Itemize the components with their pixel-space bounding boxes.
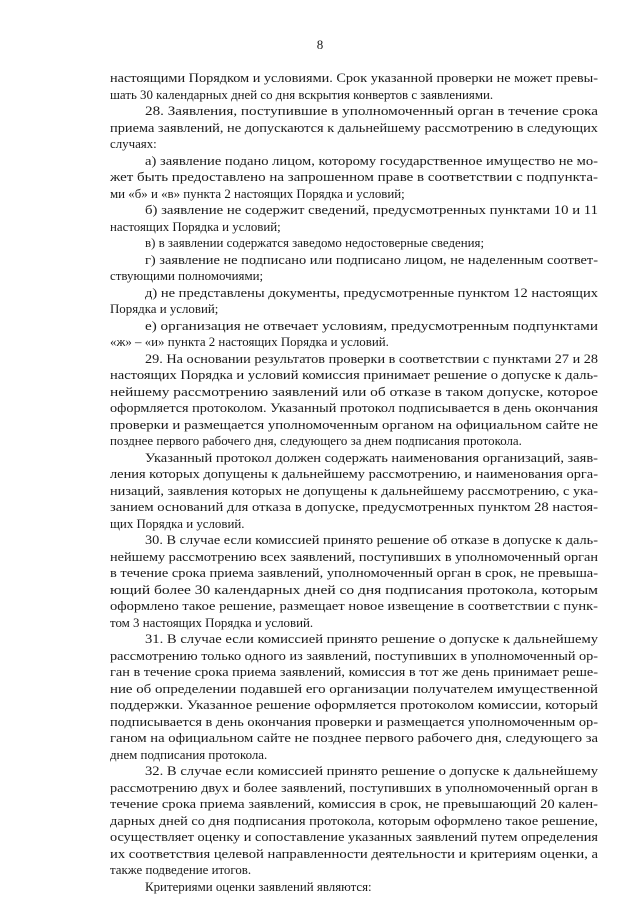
- text-line: 32. В случае если комиссией принято решение о допуске к дальнейшему: [145, 764, 598, 778]
- text-line: щих Порядка и условий.: [110, 516, 245, 531]
- text-line: 30. В случае если комиссией принято решение об отказе в допуске к даль-: [145, 533, 598, 547]
- text-line: а) заявление подано лицом, которому государственное имущество не мо-: [145, 153, 598, 168]
- text-line: жет быть предоставлено на запрошенном праве в соответствии с подпункта-: [110, 170, 598, 184]
- text-line: случаях:: [110, 137, 157, 151]
- text-line: настоящих Порядка и условий;: [110, 219, 281, 234]
- text-line: ющий более 30 календарных дней со дня подписания протокола, которым: [110, 582, 598, 597]
- text-line: оформляется протоколом. Указанный протокол подписывается в день окончания: [110, 401, 598, 415]
- text-line: нейшему рассмотрению заявлений или об отказе в таком допуске, которое: [110, 384, 598, 399]
- text-line: позднее первого рабочего дня, следующего за днем подписания протокола.: [110, 434, 522, 448]
- text-line: рассмотрению двух и более заявлений, поступивших в уполномоченный орган в: [110, 780, 598, 795]
- text-line: дарных дней со дня подписания протокола, которым оформлено такое решение,: [110, 813, 598, 828]
- text-line: г) заявление не подписано или подписано лицом, не наделенным соответ-: [145, 252, 598, 267]
- text-line: их соответствия целевой направленности деятельности и критериям оценки, а: [110, 846, 598, 861]
- text-line: настоящих Порядка и условий комиссия принимает решение о допуске к даль-: [110, 368, 598, 382]
- text-line: ган в течение срока приема заявлений, комиссия в тот же день принимает реше-: [110, 665, 598, 679]
- text-line: оформлено такое решение, размещает новое извещение в соответствии с пунк-: [110, 599, 598, 613]
- text-line: ления которых допущены к дальнейшему рассмотрению, и наименования орга-: [110, 467, 598, 481]
- text-line: Критериями оценки заявлений являются:: [145, 879, 372, 894]
- text-line: б) заявление не содержит сведений, предусмотренных пунктами 10 и 11: [145, 203, 598, 217]
- text-line: поддержки. Указанное решение оформляется протоколом комиссии, который: [110, 698, 598, 712]
- text-line: в) в заявлении содержатся заведомо недостоверные сведения;: [145, 236, 485, 250]
- text-line: рассмотрению только одного из заявлений, поступивших в уполномоченный ор-: [110, 648, 598, 663]
- page-number: 8: [316, 37, 324, 52]
- text-line: настоящими Порядком и условиями. Срок указанной проверки не может превы-: [110, 71, 598, 85]
- text-line: подписывается в день окончания проверки и размещается уполномоченным ор-: [110, 714, 598, 729]
- text-line: Указанный протокол должен содержать наименования организаций, заяв-: [145, 450, 598, 465]
- text-line: проверки и размещается уполномоченным органом на официальном сайте не: [110, 417, 598, 432]
- text-line: занием оснований для отказа в допуске, предусмотренных пунктом 28 настоя-: [110, 500, 598, 514]
- text-line: Порядка и условий;: [110, 302, 219, 316]
- text-line: «ж» – «и» пункта 2 настоящих Порядка и условий.: [110, 335, 389, 349]
- text-line: в течение срока приема заявлений, уполномоченный орган в срок, не превыша-: [110, 566, 598, 580]
- text-line: низаций, заявления которых не допущены к дальнейшему рассмотрению, с ука-: [110, 483, 598, 498]
- text-line: приема заявлений, не допускаются к дальнейшему рассмотрению в следующих: [110, 120, 598, 135]
- text-line: ние об определении подавшей его организации получателем имущественной: [110, 681, 598, 696]
- text-line: также подведение итогов.: [110, 863, 252, 877]
- text-line: 29. На основании результатов проверки в соответствии с пунктами 27 и 28: [145, 351, 598, 366]
- text-line: шать 30 календарных дней со дня вскрытия конвертов с заявлениями.: [110, 87, 494, 102]
- text-line: течение срока приема заявлений, комиссия в срок, не превышающий 20 кален-: [110, 797, 598, 811]
- text-line: ганом на официальном сайте не позднее первого рабочего дня, следующего за: [110, 731, 598, 745]
- text-line: е) организация не отвечает условиям, предусмотренным подпунктами: [145, 318, 598, 333]
- text-line: том 3 настоящих Порядка и условий.: [110, 615, 314, 630]
- text-line: осуществляет оценку и сопоставление указанных заявлений путем определения: [110, 830, 598, 844]
- text-line: ми «б» и «в» пункта 2 настоящих Порядка и условий;: [110, 186, 405, 201]
- text-line: днем подписания протокола.: [110, 747, 268, 762]
- text-line: нейшему рассмотрению всех заявлений, поступивших в уполномоченный орган: [110, 549, 598, 564]
- text-line: 28. Заявления, поступившие в уполномоченный орган в течение срока: [145, 104, 598, 118]
- text-line: ствующими полномочиями;: [110, 269, 264, 283]
- text-line: д) не представлены документы, предусмотренные пунктом 12 настоящих: [145, 285, 598, 300]
- text-line: 31. В случае если комиссией принято решение о допуске к дальнейшему: [145, 632, 598, 646]
